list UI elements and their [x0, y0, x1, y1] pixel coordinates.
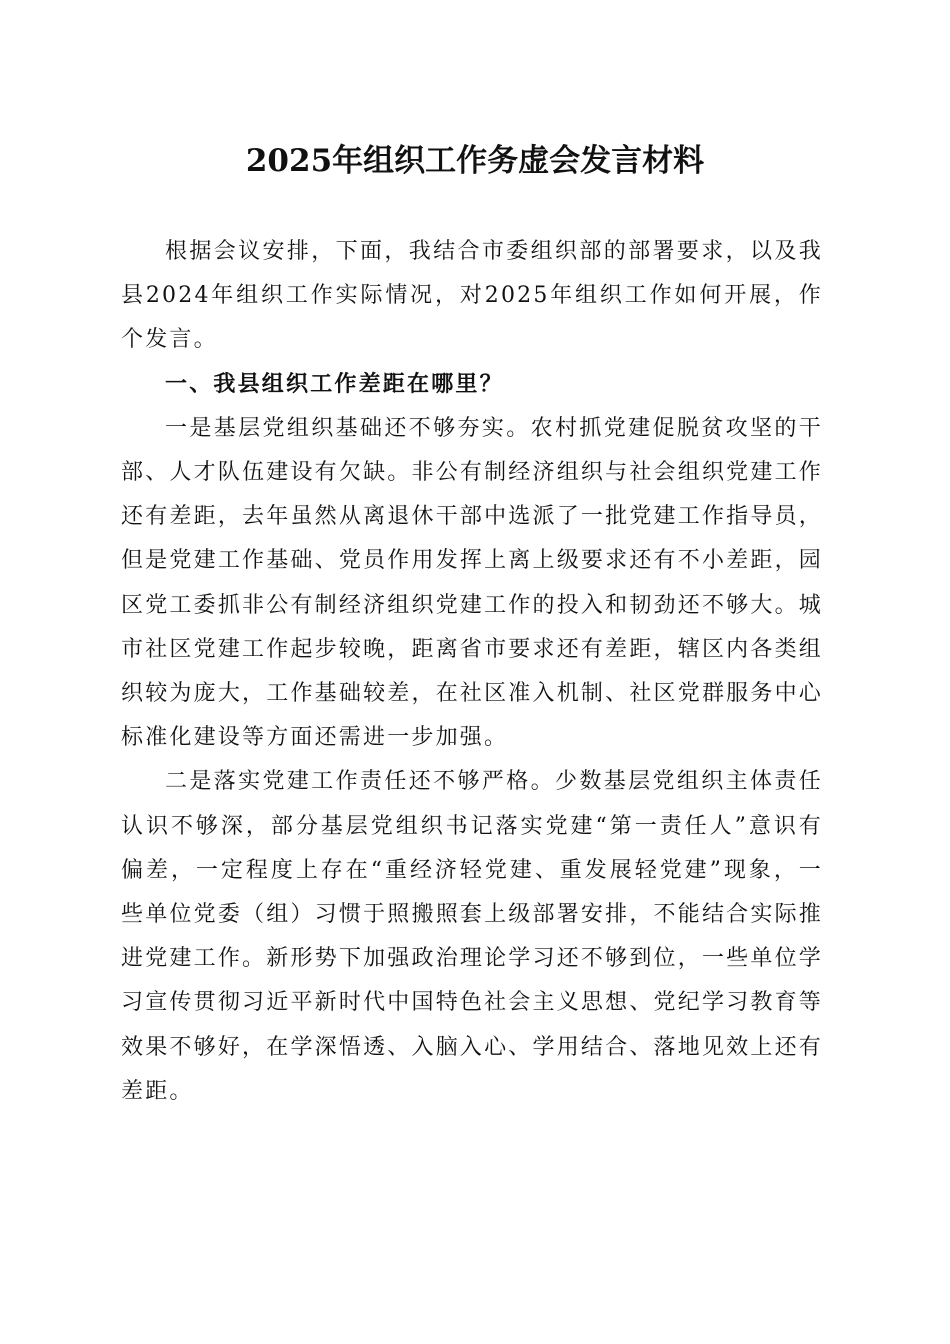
document-body [121, 230, 823, 1114]
point-one-paragraph [121, 407, 823, 761]
section-heading: 一、我县组织工作差距在哪里？ [165, 371, 504, 397]
document-title: 2025年组织工作务虚会发言材料 [245, 143, 705, 179]
point-two-lead: 二是落实党建工作责任还不够严格。 [165, 769, 556, 795]
intro-paragraph: 根据会议安排，下面，我结合市委组织部的部署要求，以及我县2024年组织工作实际情况，对2025年组织工作如何开展，作个发言。 [121, 239, 823, 353]
point-two-paragraph [121, 760, 823, 1114]
point-one-lead: 一是基层党组织基础还不够夯实。 [165, 415, 531, 441]
point-one-body: 农村抓党建促脱贫攻坚的干部、人才队伍建设有欠缺。非公有制经济组织与社会组织党建工作还有差距，去年虽然从离退休干部中选派了一批党建工作指导员，但是党建工作基础、党员作用发挥上离上级要求还有不小差距，园区党工委抓非公有制经济组织党建工作的投入和韧劲还不够大。城市社区党建工作起步较晚，距离省市要求还有差距，辖区内各类组织较为庞大，工作基础较差，在社区准入机制、社区党群服务中心标准化建设等方面还需进一步加强。 [121, 415, 823, 751]
point-two-body: 少数基层党组织主体责任认识不够深，部分基层党组织书记落实党建“第一责任人”意识有偏差，一定程度上存在“重经济轻党建、重发展轻党建”现象，一些单位党委（组）习惯于照搬照套上级部署安排，不能结合实际推进党建工作。新形势下加强政治理论学习还不够到位，一些单位学习宣传贯彻习近平新时代中国特色社会主义思想、党纪学习教育等效果不够好，在学深悟透、入脑入心、学用结合、落地见效上还有差距。 [121, 769, 823, 1104]
